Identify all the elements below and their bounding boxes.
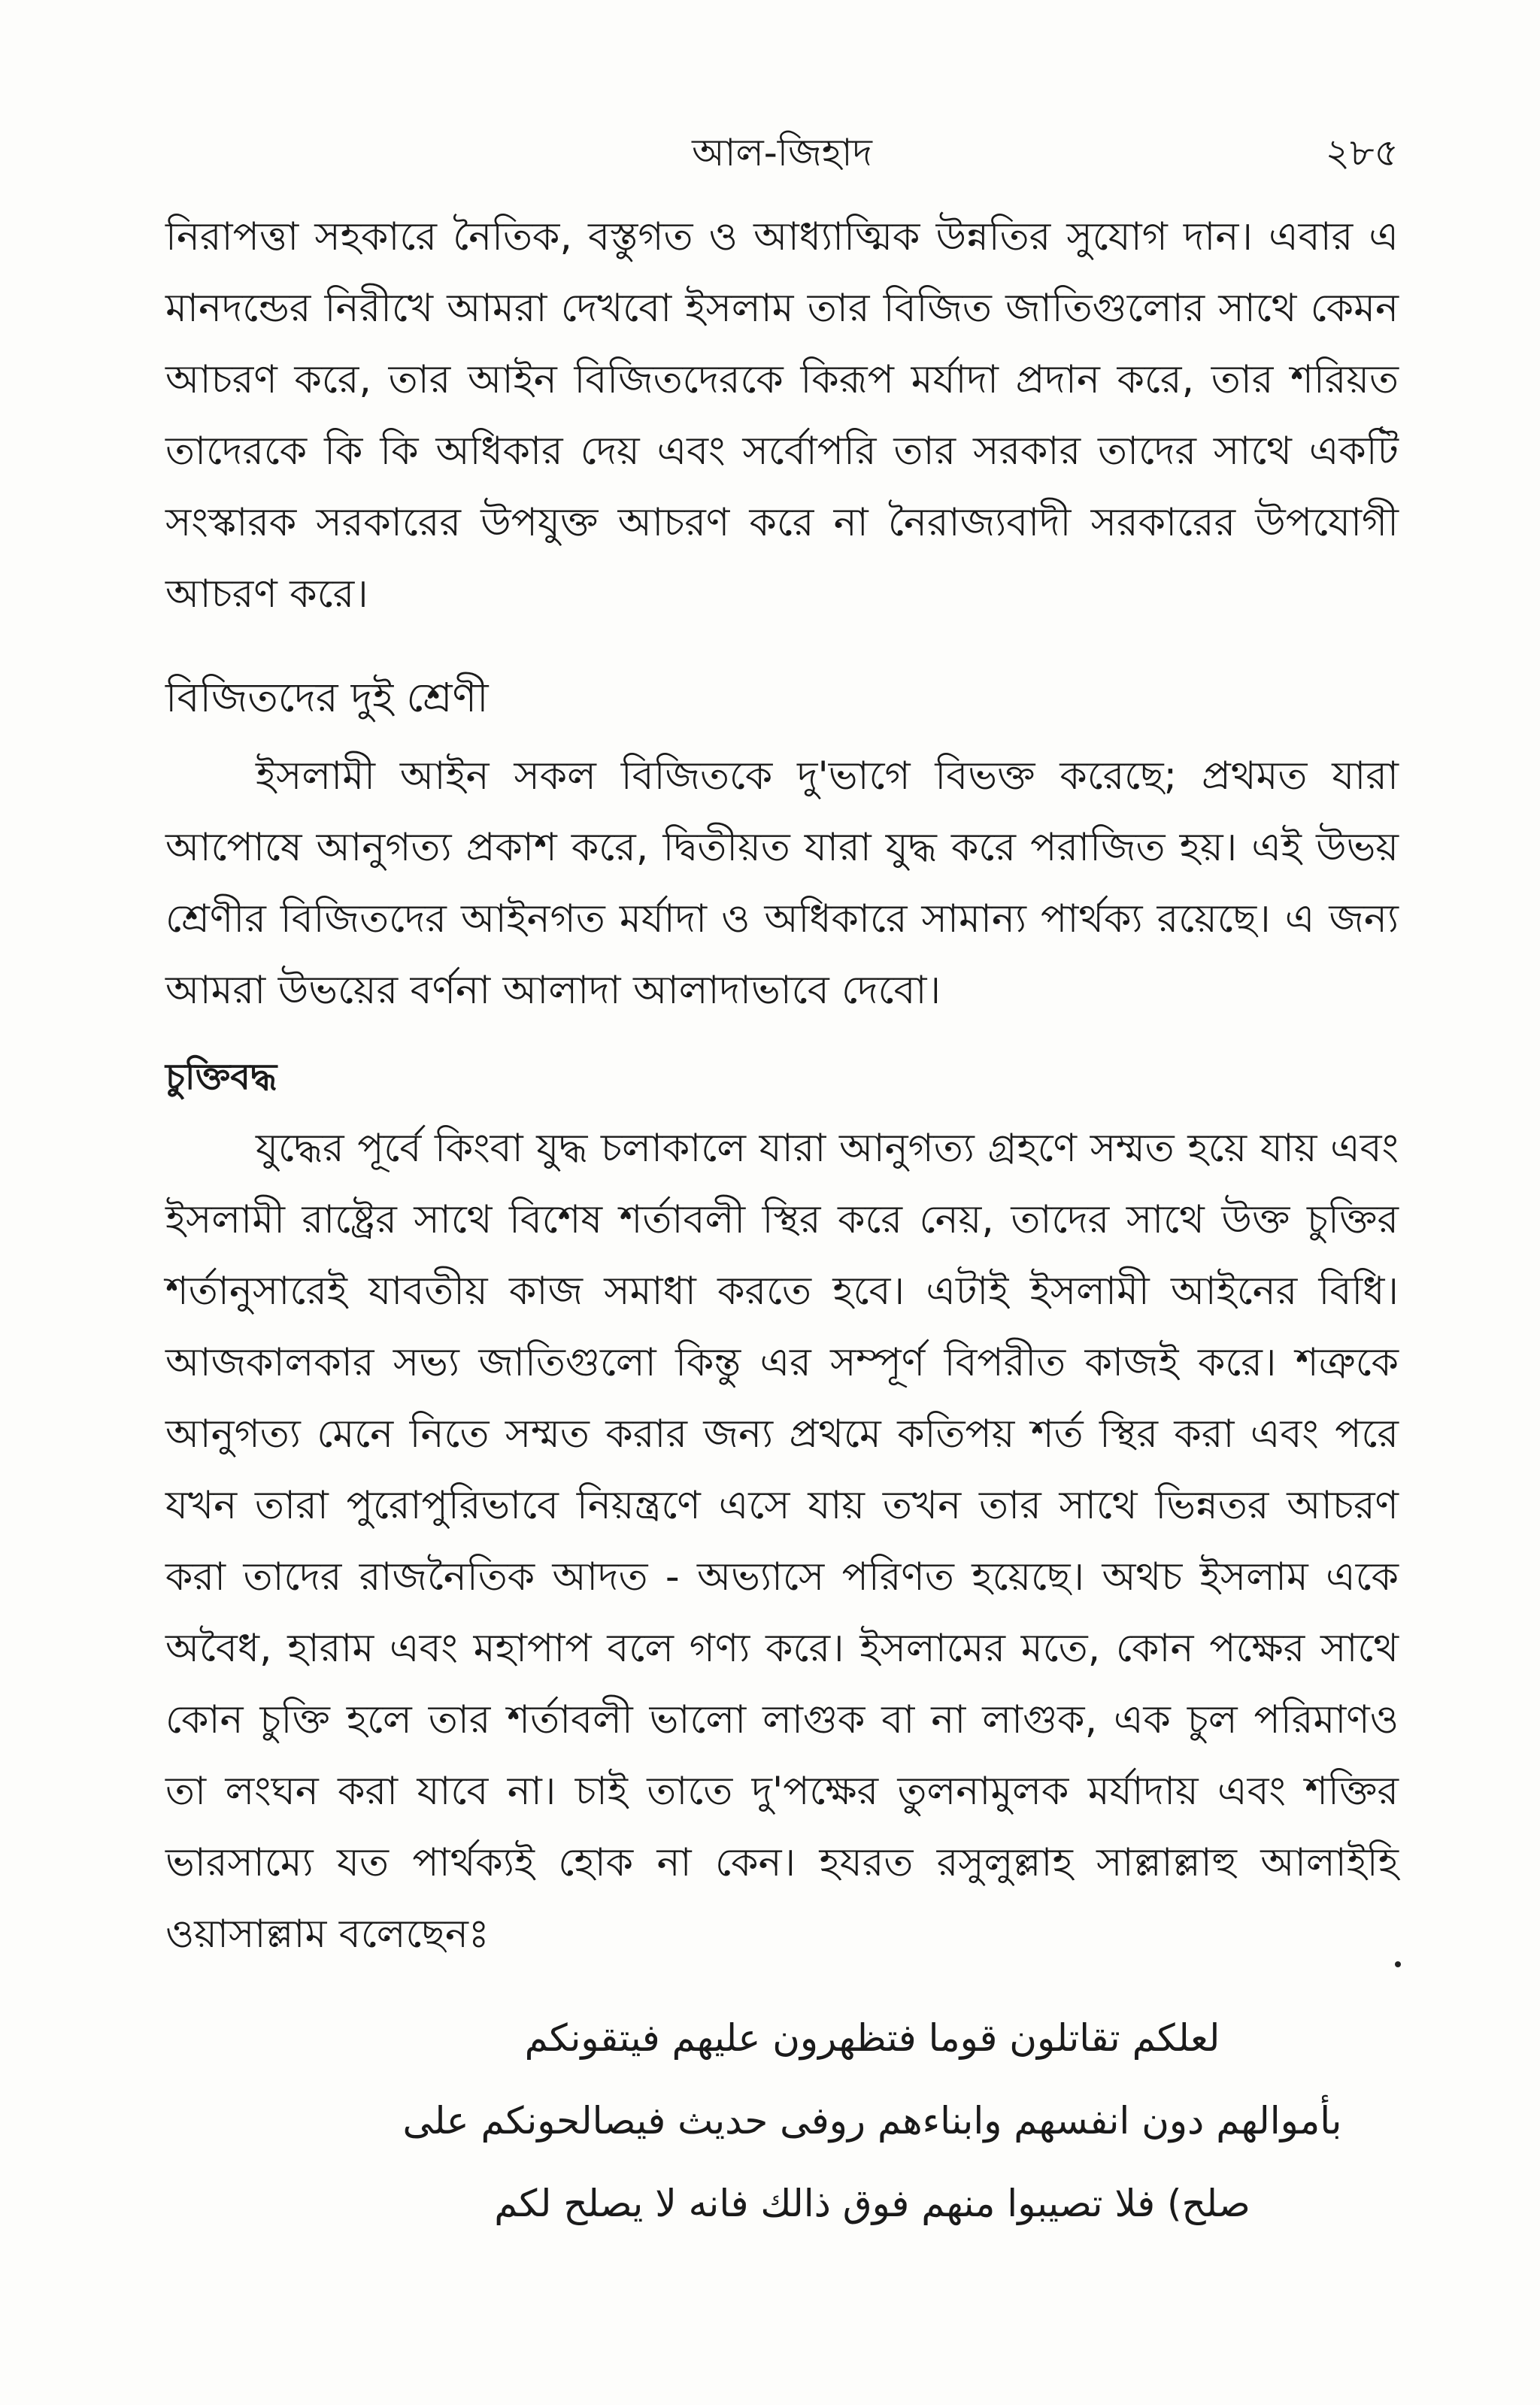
section-heading-two-classes: বিজিতদের দুই শ্রেণী	[165, 674, 489, 721]
arabic-quote-line-1: لعلكم تقاتلون قوما فتظهرون عليهم فيتقونكم	[524, 2016, 1220, 2060]
section-heading-treaty-bound: চুক্তিবদ্ধ	[165, 1056, 277, 1098]
page-number: ২৮৫	[1325, 131, 1399, 174]
running-header	[165, 126, 1399, 179]
paragraph-3: যুদ্ধের পূর্বে কিংবা যুদ্ধ চলাকালে যারা আনুগত্য গ্রহণে সম্মত হয়ে যায় এবং ইসলামী রাষ্ট্রের সাথে বিশেষ শর্তাবলী স্থির করে নেয়, তাদের সাথে উক্ত চুক্তির শর্তানুসারেই যাবতীয় কাজ সমাধা করতে হবে। এটাই ইসলামী আইনের বিধি। আজকালকার সভ্য জাতিগুলো কিন্তু এর সম্পূর্ণ বিপরীত কাজই করে। শত্রুকে আনুগত্য মেনে নিতে সম্মত করার জন্য প্রথমে কতিপয় শর্ত স্থির করা এবং পরে যখন তারা পুরোপুরিভাবে নিয়ন্ত্রণে এসে যায় তখন তার সাথে ভিন্নতর আচরণ করা তাদের রাজনৈতিক আদত - অভ্যাসে পরিণত হয়েছে। অথচ ইসলাম একে অবৈধ, হারাম এবং মহাপাপ বলে গণ্য করে। ইসলামের মতে, কোন পক্ষের সাথে কোন চুক্তি হলে তার শর্তাবলী ভালো লাগুক বা না লাগুক, এক চুল পরিমাণও তা লংঘন করা যাবে না। চাই তাতে দু'পক্ষের তুলনামুলক মর্যাদায় এবং শক্তির ভারসাম্যে যত পার্থক্যই হোক না কেন। হযরত রসুলুল্লাহ সাল্লাল্লাহু আলাইহি ওয়াসাল্লাম বলেছেনঃ	[165, 1126, 1399, 1957]
paragraph-1: নিরাপত্তা সহকারে নৈতিক, বস্তুগত ও আধ্যাত্মিক উন্নতির সুযোগ দান। এবার এ মানদন্ডের নিরীখে আমরা দেখবো ইসলাম তার বিজিত জাতিগুলোর সাথে কেমন আচরণ করে, তার আইন বিজিতদেরকে কিরূপ মর্যাদা প্রদান করে, তার শরিয়ত তাদেরকে কি কি অধিকার দেয় এবং সর্বোপরি তার সরকার তাদের সাথে একটি সংস্কারক সরকারের উপযুক্ত আচরণ করে না নৈরাজ্যবাদী সরকারের উপযোগী আচরণ করে।	[165, 214, 1399, 617]
paragraph-2: ইসলামী আইন সকল বিজিতকে দু'ভাগে বিভক্ত করেছে; প্রথমত যারা আপোষে আনুগত্য প্রকাশ করে, দ্বিতীয়ত যারা যুদ্ধ করে পরাজিত হয়। এই উভয় শ্রেণীর বিজিতদের আইনগত মর্যাদা ও অধিকারে সামান্য পার্থক্য রয়েছে। এ জন্য আমরা উভয়ের বর্ণনা আলাদা আলাদাভাবে দেবো।	[165, 754, 1399, 1013]
arabic-quote-line-3: صلح) فلا تصيبوا منهم فوق ذالك فانه لا يصلح لكم	[494, 2182, 1250, 2225]
stray-mark	[1395, 1961, 1401, 1967]
running-title: আল-জিহাদ	[692, 131, 872, 174]
arabic-quote-line-2: بأموالهم دون انفسهم وابناءهم روفى حديث فيصالحونكم على	[402, 2099, 1342, 2143]
